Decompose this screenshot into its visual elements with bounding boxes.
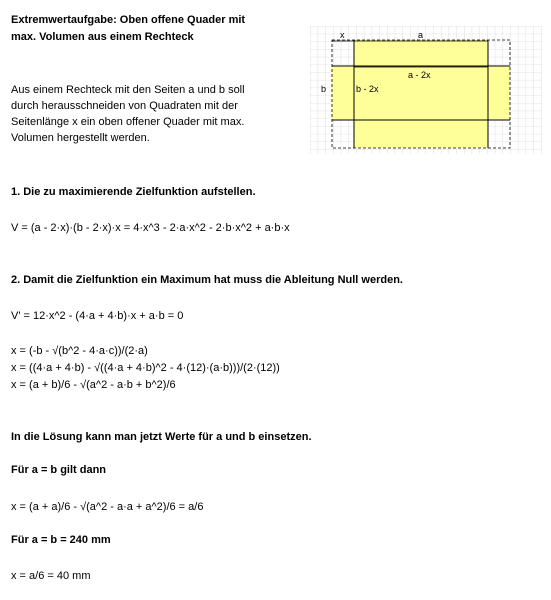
case-240mm-result: x = a/6 = 40 mm	[11, 570, 91, 582]
label-a: a	[418, 30, 424, 40]
page-title-line-2: max. Volumen aus einem Rechteck	[11, 31, 194, 43]
intro-line-4: Volumen hergestellt werden.	[11, 132, 150, 144]
section-3-heading: In die Lösung kann man jetzt Werte für a und b einsetzen.	[11, 431, 312, 443]
label-x: x	[340, 30, 345, 40]
section-1-heading: 1. Die zu maximierende Zielfunktion aufstellen.	[11, 186, 256, 198]
label-a-minus-2x: a - 2x	[408, 70, 431, 80]
intro-line-3: Seitenlänge x ein oben offener Quader mit max.	[11, 116, 245, 128]
solution-line-2: x = ((4·a + 4·b) - √((4·a + 4·b)^2 - 4·(12)·(a·b)))/(2·(12))	[11, 362, 280, 374]
section-2-heading: 2. Damit die Zielfunktion ein Maximum hat muss die Ableitung Null werden.	[11, 274, 403, 286]
page-title-line-1: Extremwertaufgabe: Oben offene Quader mit	[11, 14, 246, 26]
case-a-equals-b-formula: x = (a + a)/6 - √(a^2 - a·a + a^2)/6 = a/6	[11, 501, 204, 513]
solution-line-3: x = (a + b)/6 - √(a^2 - a·b + b^2)/6	[11, 379, 176, 391]
box-net-figure	[310, 26, 542, 154]
intro-line-1: Aus einem Rechteck mit den Seiten a und b soll	[11, 84, 245, 96]
label-b: b	[321, 84, 327, 94]
case-a-equals-b-heading: Für a = b gilt dann	[11, 464, 107, 476]
objective-function: V = (a - 2·x)·(b - 2·x)·x = 4·x^3 - 2·a·x^2 - 2·b·x^2 + a·b·x	[11, 222, 290, 234]
intro-line-2: durch herausschneiden von Quadraten mit der	[11, 100, 238, 112]
label-b-minus-2x: b - 2x	[356, 84, 379, 94]
case-240mm-heading: Für a = b = 240 mm	[11, 534, 111, 546]
solution-line-1: x = (-b - √(b^2 - 4·a·c))/(2·a)	[11, 345, 148, 357]
derivative-equation: V' = 12·x^2 - (4·a + 4·b)·x + a·b = 0	[11, 310, 184, 322]
